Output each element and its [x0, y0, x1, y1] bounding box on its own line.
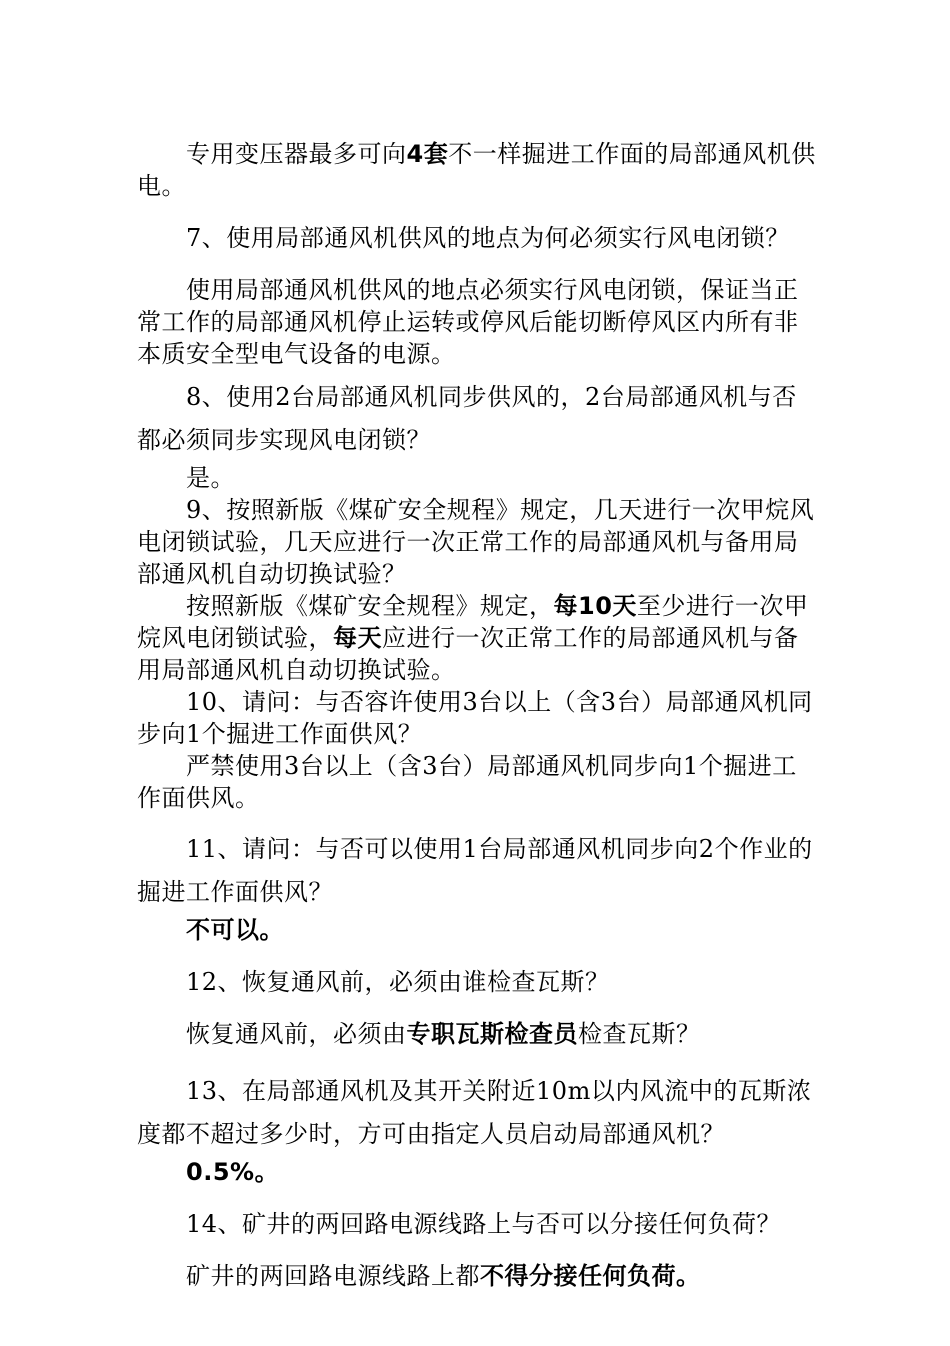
question-11	[137, 828, 817, 914]
text-run: 矿井的两回路电源线路上都	[186, 1262, 480, 1290]
question-14	[137, 1208, 817, 1240]
bold-run: 专职瓦斯检查员	[406, 1020, 578, 1048]
question-8	[137, 376, 817, 462]
answer-text: 是。	[186, 464, 235, 492]
answer-12	[137, 1018, 817, 1050]
question-12	[137, 966, 817, 998]
paragraph-transformer	[137, 138, 817, 202]
answer-11	[137, 914, 817, 946]
bold-run: 每10天	[553, 592, 637, 620]
question-text: 14、矿井的两回路电源线路上与否可以分接任何负荷？	[186, 1210, 782, 1238]
answer-14	[137, 1260, 817, 1292]
text-run: 至少进行一次甲烷风电闭锁试验，	[137, 592, 809, 652]
text-run: 不一样掘进工作面的局部通风机供电。	[137, 140, 816, 200]
question-13	[137, 1070, 817, 1156]
text-run: 检查瓦斯？	[578, 1020, 701, 1048]
answer-text: 使用局部通风机供风的地点必须实行风电闭锁，保证当正常工作的局部通风机停止运转或停风后能切断停风区内所有非本质安全型电气设备的电源。	[137, 276, 799, 368]
answer-7	[137, 274, 817, 370]
answer-13	[137, 1156, 817, 1188]
answer-9	[137, 590, 817, 686]
question-text: 8、使用2台局部通风机同步供风的，2台局部通风机与否都必须同步实现风电闭锁？	[137, 383, 797, 454]
question-text: 12、恢复通风前，必须由谁检查瓦斯？	[186, 968, 610, 996]
bold-run: 不得分接任何负荷。	[480, 1262, 701, 1290]
text-run: 恢复通风前，必须由	[186, 1020, 407, 1048]
question-text: 9、按照新版《煤矿安全规程》规定，几天进行一次甲烷风电闭锁试验，几天应进行一次正常工作的局部通风机与备用局部通风机自动切换试验？	[137, 496, 815, 588]
question-10	[137, 686, 817, 750]
answer-10	[137, 750, 817, 814]
question-text: 10、请问：与否容许使用3台以上（含3台）局部通风机同步向1个掘进工作面供风？	[137, 688, 813, 748]
bold-run: 每天	[333, 624, 382, 652]
answer-8	[137, 462, 817, 494]
question-7	[137, 222, 817, 254]
bold-run: 0.5%。	[186, 1158, 280, 1186]
text-run: 专用变压器最多可向	[186, 140, 407, 168]
text-run: 按照新版《煤矿安全规程》规定，	[186, 592, 554, 620]
question-text: 13、在局部通风机及其开关附近10m以内风流中的瓦斯浓度都不超过多少时，方可由指定人员启动局部通风机？	[137, 1077, 812, 1148]
question-9	[137, 494, 817, 590]
text-run: 应进行一次正常工作的局部通风机与备用局部通风机自动切换试验。	[137, 624, 799, 684]
question-text: 11、请问：与否可以使用1台局部通风机同步向2个作业的掘进工作面供风？	[137, 835, 813, 906]
document-body	[137, 138, 817, 1292]
answer-text: 严禁使用3台以上（含3台）局部通风机同步向1个掘进工作面供风。	[137, 752, 797, 812]
bold-run: 不可以。	[186, 916, 284, 944]
question-text: 7、使用局部通风机供风的地点为何必须实行风电闭锁？	[186, 224, 790, 252]
bold-run: 4套	[406, 140, 449, 168]
